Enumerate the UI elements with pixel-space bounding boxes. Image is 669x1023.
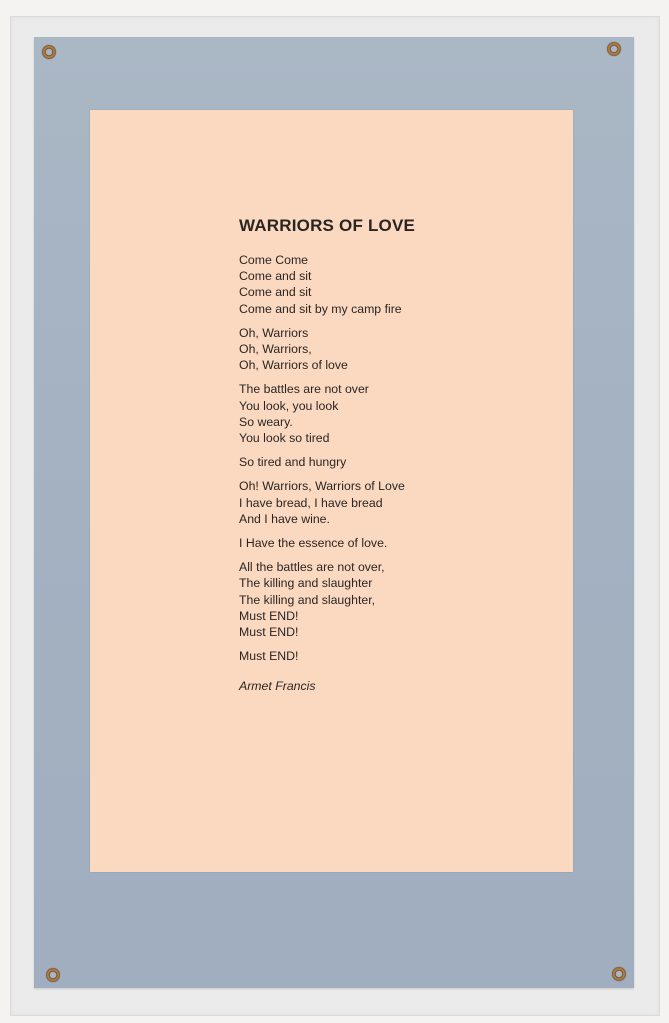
poem [239, 216, 559, 693]
poem-author: Armet Francis [239, 679, 316, 694]
poem-line: Must END! [239, 608, 299, 623]
stanza-7 [239, 559, 559, 640]
poem-line: I Have the essence of love. [239, 536, 388, 551]
poem-line: You look, you look [239, 398, 339, 413]
grommet-bottom-right-icon [612, 967, 626, 981]
poem-line: The killing and slaughter, [239, 592, 376, 607]
poem-line: Must END! [239, 625, 299, 640]
poem-line: Come and sit [239, 269, 312, 284]
poem-line: So weary. [239, 414, 293, 429]
poem-line: Oh, Warriors, [239, 342, 312, 357]
poem-line: Come and sit by my camp fire [239, 301, 402, 316]
grommet-bottom-left-icon [46, 968, 60, 982]
poem-line: And I have wine. [239, 511, 330, 526]
stanza-4 [239, 454, 559, 470]
poem-line: You look so tired [239, 431, 330, 446]
stanza-1 [239, 252, 559, 317]
poem-line: Oh, Warriors of love [239, 358, 348, 373]
poem-line: The killing and slaughter [239, 576, 373, 591]
poem-line: I have bread, I have bread [239, 495, 383, 510]
poem-sheet [90, 110, 573, 872]
poem-line: Oh! Warriors, Warriors of Love [239, 479, 405, 494]
stanza-5 [239, 478, 559, 527]
poem-title: WARRIORS OF LOVE [239, 216, 416, 235]
poem-line: Must END! [239, 649, 299, 664]
stanza-8 [239, 648, 559, 664]
grommet-top-right-icon [607, 42, 621, 56]
poem-line: So tired and hungry [239, 455, 347, 470]
poem-line: Come and sit [239, 285, 312, 300]
poem-line: Come Come [239, 253, 309, 267]
poem-line: All the battles are not over, [239, 560, 385, 575]
stanza-6 [239, 535, 559, 551]
grommet-top-left-icon [42, 45, 56, 59]
poem-line: Oh, Warriors [239, 325, 309, 340]
stanza-3 [239, 381, 559, 446]
stanza-2 [239, 325, 559, 374]
poem-line: The battles are not over [239, 382, 369, 397]
